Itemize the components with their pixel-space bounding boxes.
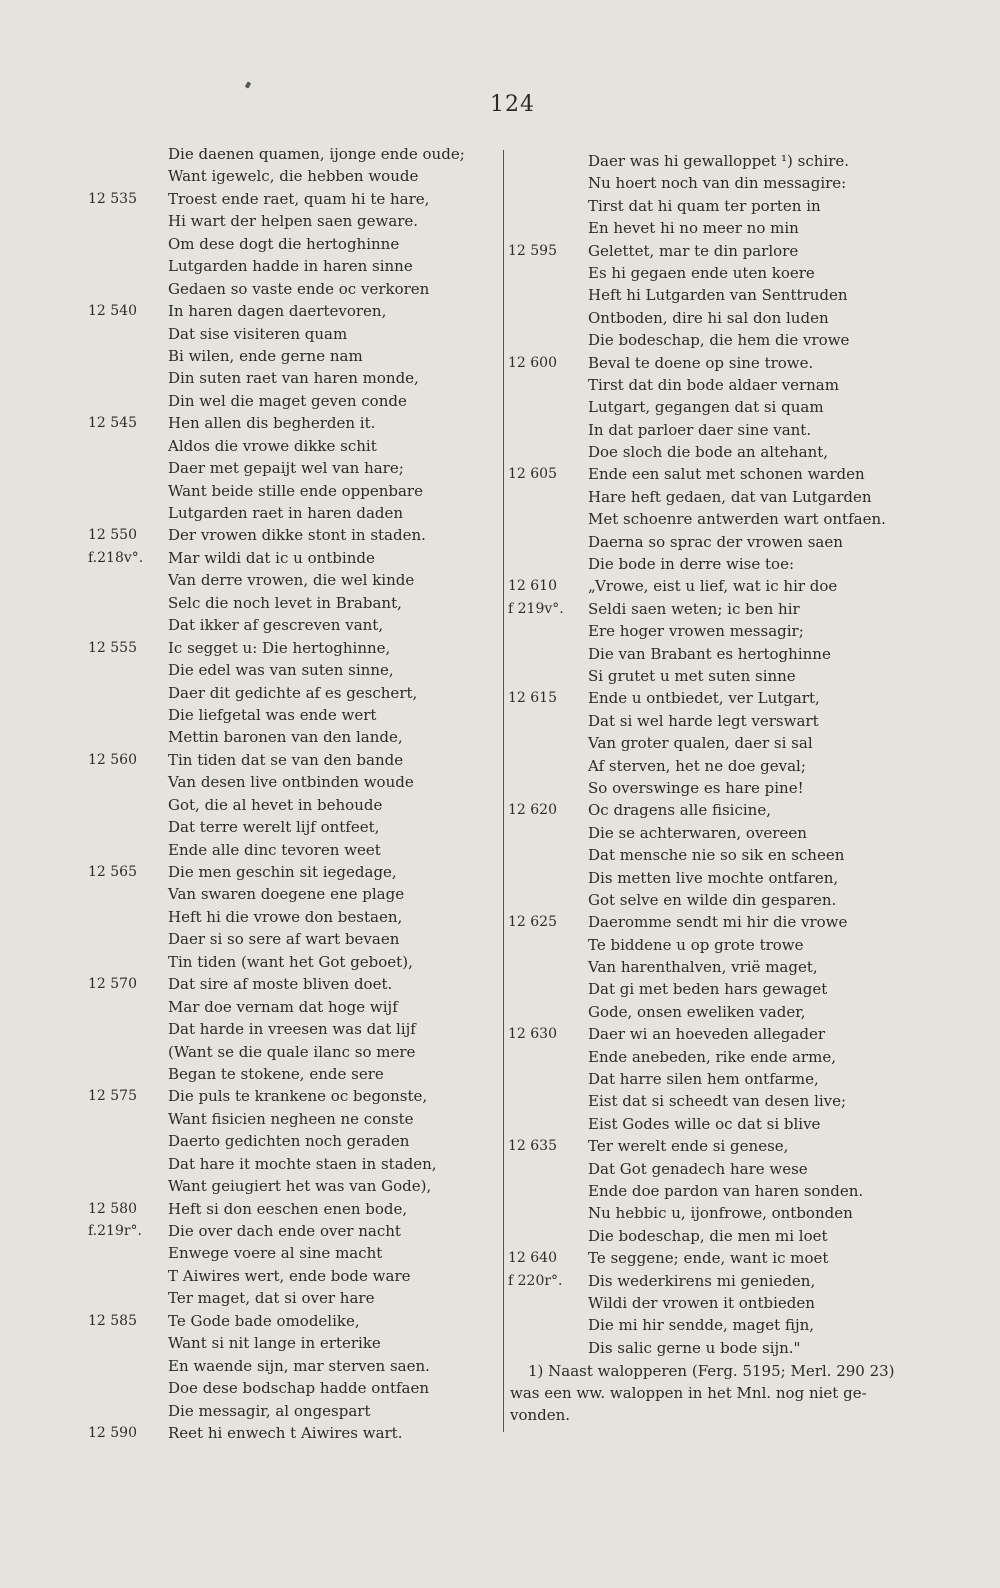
verse-line: [88, 1355, 488, 1377]
verse-line: [508, 956, 908, 978]
verse-text: Ende doe pardon van haren sonden.: [588, 1181, 864, 1200]
verse-text: Ende alle dinc tevoren weet: [168, 840, 381, 859]
verse-line: [88, 480, 488, 502]
verse-line: [88, 1018, 488, 1040]
line-number: 12 590: [88, 1424, 137, 1441]
verse-text: Daer dit gedichte af es geschert,: [168, 683, 418, 702]
line-number: f 220r°.: [508, 1272, 563, 1289]
column-divider: [503, 150, 504, 1432]
verse-line: [88, 861, 488, 883]
verse-line: [88, 637, 488, 659]
verse-text: Van desen live ontbinden woude: [168, 773, 414, 792]
verse-text: In dat parloer daer sine vant.: [588, 420, 812, 439]
verse-text: Began te stokene, ende sere: [168, 1064, 384, 1083]
verse-line: [88, 973, 488, 995]
verse-line: [88, 1242, 488, 1264]
verse-line: [88, 928, 488, 950]
verse-line: [88, 524, 488, 546]
verse-line: [88, 255, 488, 277]
verse-line: [508, 1314, 908, 1336]
verse-text: Die bodeschap, die hem die vrowe: [588, 331, 850, 350]
verse-line: [88, 457, 488, 479]
verse-text: Nu hebbic u, ijonfrowe, ontbonden: [588, 1204, 853, 1223]
verse-text: Dat harre silen hem ontfarme,: [588, 1070, 819, 1089]
line-number: 12 605: [508, 466, 557, 483]
verse-text: Want si nit lange in erterike: [168, 1334, 381, 1353]
verse-line: [88, 614, 488, 636]
verse-line: [508, 643, 908, 665]
verse-line: [508, 240, 908, 262]
verse-line: [88, 1332, 488, 1354]
verse-text: Af sterven, het ne doe geval;: [588, 756, 806, 775]
verse-text: Nu hoert noch van din messagire:: [588, 174, 847, 193]
verse-text: Dat Got genadech hare wese: [588, 1159, 808, 1178]
line-number: 12 615: [508, 690, 557, 707]
verse-text: Die edel was van suten sinne,: [168, 661, 394, 680]
verse-text: Daeromme sendt mi hir die vrowe: [588, 913, 848, 932]
verse-text: Heft hi Lutgarden van Senttruden: [588, 286, 848, 305]
line-number: 12 555: [88, 639, 137, 656]
verse-text: Eist Godes wille oc dat si blive: [588, 1114, 821, 1133]
verse-line: [88, 794, 488, 816]
verse-text: Gelettet, mar te din parlore: [588, 241, 799, 260]
verse-text: Es hi gegaen ende uten koere: [588, 263, 815, 282]
verse-text: Dis metten live mochte ontfaren,: [588, 868, 839, 887]
verse-line: [508, 284, 908, 306]
verse-text: Got selve en wilde din gesparen.: [588, 890, 837, 909]
verse-line: [88, 1377, 488, 1399]
verse-line: [88, 1175, 488, 1197]
verse-text: Die se achterwaren, overeen: [588, 823, 807, 842]
verse-line: [508, 1068, 908, 1090]
verse-line: [508, 329, 908, 351]
verse-text: Om dese dogt die hertoghinne: [168, 234, 400, 253]
verse-text: Heft hi die vrowe don bestaen,: [168, 907, 403, 926]
verse-line: [88, 412, 488, 434]
verse-text: Dat hare it mochte staen in staden,: [168, 1154, 437, 1173]
verse-text: Dat si wel harde legt verswart: [588, 711, 819, 730]
verse-text: Te biddene u op grote trowe: [588, 935, 804, 954]
verse-line: [88, 1130, 488, 1152]
verse-line: [508, 150, 908, 172]
verse-line: [88, 547, 488, 569]
verse-text: Mar wildi dat ic u ontbinde: [168, 548, 375, 567]
verse-line: [508, 755, 908, 777]
verse-text: Met schoenre antwerden wart ontfaen.: [588, 510, 886, 529]
line-number: 12 635: [508, 1138, 557, 1155]
line-number: 12 580: [88, 1200, 137, 1217]
line-number: f.219r°.: [88, 1223, 142, 1239]
verse-line: [88, 659, 488, 681]
verse-text: Dat ikker af gescreven vant,: [168, 616, 384, 635]
verse-line: [88, 367, 488, 389]
verse-text: Aldos die vrowe dikke schit: [168, 436, 377, 455]
verse-line: [508, 732, 908, 754]
verse-text: Want beide stille ende oppenbare: [168, 481, 423, 500]
right-verse-column: [508, 150, 908, 1359]
verse-text: Lutgarden raet in haren daden: [168, 504, 404, 522]
verse-text: Wildi der vrowen it ontbieden: [588, 1293, 815, 1312]
verse-text: Dat sise visiteren quam: [168, 324, 348, 343]
verse-line: [508, 352, 908, 374]
verse-text: Dat sire af moste bliven doet.: [168, 975, 393, 994]
line-number: 12 535: [88, 190, 137, 207]
verse-text: Tirst dat hi quam ter porten in: [588, 196, 821, 215]
verse-line: [508, 1135, 908, 1157]
verse-text: Want fisicien negheen ne conste: [168, 1109, 414, 1128]
verse-text: Ende u ontbiedet, ver Lutgart,: [588, 689, 820, 708]
verse-text: Die over dach ende over nacht: [168, 1222, 401, 1240]
verse-line: [508, 531, 908, 553]
verse-text: Der vrowen dikke stont in staden.: [168, 526, 426, 545]
verse-line: [508, 911, 908, 933]
line-number: 12 560: [88, 751, 137, 768]
verse-line: [508, 665, 908, 687]
verse-text: Van harenthalven, vrië maget,: [588, 958, 818, 977]
line-number: 12 565: [88, 864, 137, 880]
verse-text: Dat gi met beden hars gewaget: [588, 980, 828, 999]
verse-text: En hevet hi no meer no min: [588, 219, 799, 238]
verse-text: In haren dagen daertevoren,: [168, 302, 387, 321]
verse-line: [88, 502, 488, 524]
verse-line: [508, 1292, 908, 1314]
verse-text: Tin tiden (want het Got geboet),: [168, 952, 413, 971]
line-number: f 219v°.: [508, 600, 564, 617]
verse-line: [508, 1180, 908, 1202]
verse-line: [88, 1422, 488, 1444]
verse-text: Si grutet u met suten sinne: [588, 666, 796, 685]
verse-line: [508, 575, 908, 597]
verse-text: Die messagir, al ongespart: [168, 1401, 371, 1420]
verse-text: Hen allen dis begherden it.: [168, 414, 376, 433]
verse-text: Hi wart der helpen saen geware.: [168, 212, 419, 231]
verse-line: [88, 300, 488, 322]
verse-line: [508, 1247, 908, 1269]
verse-line: [88, 1085, 488, 1107]
verse-line: [88, 435, 488, 457]
verse-line: [508, 262, 908, 284]
footnote: [510, 1360, 910, 1426]
verse-text: Ic segget u: Die hertoghinne,: [168, 638, 391, 657]
line-number: 12 540: [88, 303, 137, 320]
verse-line: [508, 463, 908, 485]
verse-line: [88, 233, 488, 255]
verse-text: Doe dese bodschap hadde ontfaen: [168, 1379, 430, 1398]
verse-line: [88, 390, 488, 412]
verse-text: Heft si don eeschen enen bode,: [168, 1199, 408, 1218]
verse-text: Selc die noch levet in Brabant,: [168, 593, 402, 612]
verse-text: Troest ende raet, quam hi te hare,: [168, 189, 430, 208]
verse-line: [508, 799, 908, 821]
verse-text: Ende anebeden, rike ende arme,: [588, 1047, 836, 1066]
line-number: 12 575: [88, 1088, 137, 1105]
verse-line: [88, 592, 488, 614]
verse-text: Want igewelc, die hebben woude: [168, 167, 419, 186]
verse-text: Gode, onsen eweliken vader,: [588, 1002, 806, 1021]
verse-line: [508, 1046, 908, 1068]
line-number: f.218v°.: [88, 549, 144, 566]
verse-text: Hare heft gedaen, dat van Lutgarden: [588, 487, 872, 506]
verse-line: [88, 1198, 488, 1220]
verse-line: [88, 1153, 488, 1175]
verse-text: Ende een salut met schonen warden: [588, 465, 865, 484]
verse-text: Want geiugiert het was van Gode),: [168, 1177, 432, 1196]
verse-line: [508, 396, 908, 418]
verse-text: Dat mensche nie so sik en scheen: [588, 846, 845, 865]
verse-line: [508, 1337, 908, 1359]
verse-line: [508, 486, 908, 508]
verse-text: Daerto gedichten noch geraden: [168, 1132, 410, 1151]
verse-line: [88, 188, 488, 210]
verse-text: Dat terre werelt lijf ontfeet,: [168, 818, 380, 837]
verse-text: Daer si so sere af wart bevaen: [168, 930, 400, 949]
verse-text: Bi wilen, ende gerne nam: [168, 346, 363, 365]
verse-line: [508, 217, 908, 239]
verse-line: [508, 419, 908, 441]
verse-text: Got, die al hevet in behoude: [168, 795, 383, 814]
verse-line: [508, 777, 908, 799]
verse-text: Daer met gepaijt wel van hare;: [168, 459, 404, 478]
verse-line: [508, 1001, 908, 1023]
verse-line: [88, 210, 488, 232]
verse-text: Mettin baronen van den lande,: [168, 728, 403, 747]
verse-text: Te Gode bade omodelike,: [168, 1311, 360, 1330]
verse-text: Die van Brabant es hertoghinne: [588, 644, 831, 663]
line-number: 12 630: [508, 1026, 557, 1043]
verse-text: Mar doe vernam dat hoge wijf: [168, 997, 398, 1016]
verse-text: Gedaen so vaste ende oc verkoren: [168, 279, 430, 298]
verse-text: So overswinge es hare pine!: [588, 778, 804, 797]
line-number: 12 550: [88, 527, 137, 544]
verse-line: [508, 620, 908, 642]
verse-line: [88, 1220, 488, 1242]
verse-text: Doe sloch die bode an altehant,: [588, 443, 829, 462]
line-number: 12 545: [88, 415, 137, 432]
verse-line: [88, 1265, 488, 1287]
verse-line: [88, 682, 488, 704]
footnote-line: was een ww. waloppen in het Mnl. nog niet ge-: [510, 1384, 867, 1402]
line-number: 12 595: [508, 242, 557, 259]
verse-text: Die puls te krankene oc begonste,: [168, 1087, 428, 1106]
verse-text: Reet hi enwech t Aiwires wart.: [168, 1423, 403, 1442]
verse-text: Lutgarden hadde in haren sinne: [168, 257, 413, 276]
verse-line: [88, 1108, 488, 1130]
line-number: 12 620: [508, 802, 557, 819]
verse-text: Tirst dat din bode aldaer vernam: [588, 375, 839, 394]
verse-line: [88, 839, 488, 861]
verse-text: Eist dat si scheedt van desen live;: [588, 1092, 847, 1111]
footnote-line: 1) Naast walopperen (Ferg. 5195; Merl. 290 23): [528, 1362, 895, 1380]
verse-line: [88, 569, 488, 591]
verse-line: [508, 1023, 908, 1045]
verse-line: [88, 323, 488, 345]
ink-mark: [245, 81, 251, 88]
verse-line: [508, 307, 908, 329]
line-number: 12 600: [508, 354, 557, 371]
verse-line: [508, 374, 908, 396]
verse-text: Daerna so sprac der vrowen saen: [588, 532, 843, 551]
verse-text: Din suten raet van haren monde,: [168, 369, 419, 388]
verse-line: [508, 172, 908, 194]
verse-line: [88, 278, 488, 300]
verse-text: Van swaren doegene ene plage: [168, 885, 405, 904]
verse-line: [508, 867, 908, 889]
verse-text: Din wel die maget geven conde: [168, 391, 407, 410]
verse-line: [508, 687, 908, 709]
verse-text: Beval te doene op sine trowe.: [588, 353, 814, 372]
verse-line: [88, 816, 488, 838]
verse-line: [508, 1090, 908, 1112]
line-number: 12 585: [88, 1312, 137, 1329]
verse-text: Ontboden, dire hi sal don luden: [588, 308, 829, 327]
verse-line: [508, 508, 908, 530]
verse-line: [88, 906, 488, 928]
verse-line: [508, 934, 908, 956]
verse-line: [508, 978, 908, 1000]
verse-line: [88, 951, 488, 973]
verse-text: Te seggene; ende, want ic moet: [588, 1249, 829, 1268]
verse-text: Oc dragens alle fisicine,: [588, 801, 771, 820]
verse-text: Die bodeschap, die men mi loet: [588, 1226, 828, 1245]
page-number: 124: [490, 92, 535, 117]
verse-text: T Aiwires wert, ende bode ware: [168, 1266, 411, 1285]
verse-line: [88, 345, 488, 367]
verse-line: [508, 710, 908, 732]
verse-text: Van groter qualen, daer si sal: [588, 734, 813, 753]
verse-line: [508, 441, 908, 463]
verse-text: Die mi hir sendde, maget fijn,: [588, 1316, 815, 1335]
verse-line: [508, 1113, 908, 1135]
verse-text: Die daenen quamen, ijonge ende oude;: [168, 145, 465, 163]
verse-text: Van derre vrowen, die wel kinde: [168, 571, 415, 590]
verse-line: [88, 749, 488, 771]
verse-text: Die liefgetal was ende wert: [168, 705, 377, 724]
verse-line: [88, 165, 488, 187]
verse-text: Lutgart, gegangen dat si quam: [588, 398, 824, 417]
verse-line: [508, 553, 908, 575]
verse-text: Ter werelt ende si genese,: [588, 1137, 789, 1156]
verse-text: Dis wederkirens mi genieden,: [588, 1271, 816, 1290]
verse-line: [88, 1041, 488, 1063]
verse-text: Ter maget, dat si over hare: [168, 1289, 375, 1308]
verse-line: [508, 195, 908, 217]
verse-text: Seldi saen weten; ic ben hir: [588, 599, 800, 618]
verse-line: [508, 844, 908, 866]
verse-line: [88, 726, 488, 748]
left-verse-column: [88, 143, 488, 1444]
verse-line: [508, 889, 908, 911]
verse-line: [508, 1158, 908, 1180]
line-number: 12 610: [508, 578, 557, 595]
verse-text: En waende sijn, mar sterven saen.: [168, 1356, 430, 1375]
verse-line: [508, 598, 908, 620]
verse-text: Die men geschin sit iegedage,: [168, 863, 397, 881]
verse-line: [508, 1202, 908, 1224]
footnote-line: vonden.: [510, 1406, 571, 1424]
verse-line: [508, 822, 908, 844]
verse-text: Ere hoger vrowen messagir;: [588, 622, 804, 641]
verse-line: [88, 771, 488, 793]
verse-line: [88, 704, 488, 726]
line-number: 12 570: [88, 976, 137, 993]
verse-line: [508, 1270, 908, 1292]
line-number: 12 625: [508, 914, 557, 931]
line-number: 12 640: [508, 1250, 557, 1267]
verse-line: [88, 1063, 488, 1085]
verse-text: Dat harde in vreesen was dat lijf: [168, 1020, 416, 1039]
verse-line: [508, 1225, 908, 1247]
verse-line: [88, 996, 488, 1018]
verse-text: Enwege voere al sine macht: [168, 1244, 383, 1263]
verse-line: [88, 143, 488, 165]
verse-line: [88, 1400, 488, 1422]
verse-text: „Vrowe, eist u lief, wat ic hir doe: [588, 577, 838, 596]
verse-line: [88, 1310, 488, 1332]
verse-line: [88, 883, 488, 905]
verse-text: Dis salic gerne u bode sijn.": [588, 1338, 801, 1357]
verse-text: Daer wi an hoeveden allegader: [588, 1025, 825, 1044]
verse-text: Die bode in derre wise toe:: [588, 555, 795, 574]
verse-text: (Want se die quale ilanc so mere: [168, 1042, 416, 1061]
verse-text: Tin tiden dat se van den bande: [168, 750, 404, 769]
verse-text: Daer was hi gewalloppet ¹) schire.: [588, 152, 850, 170]
verse-line: [88, 1287, 488, 1309]
